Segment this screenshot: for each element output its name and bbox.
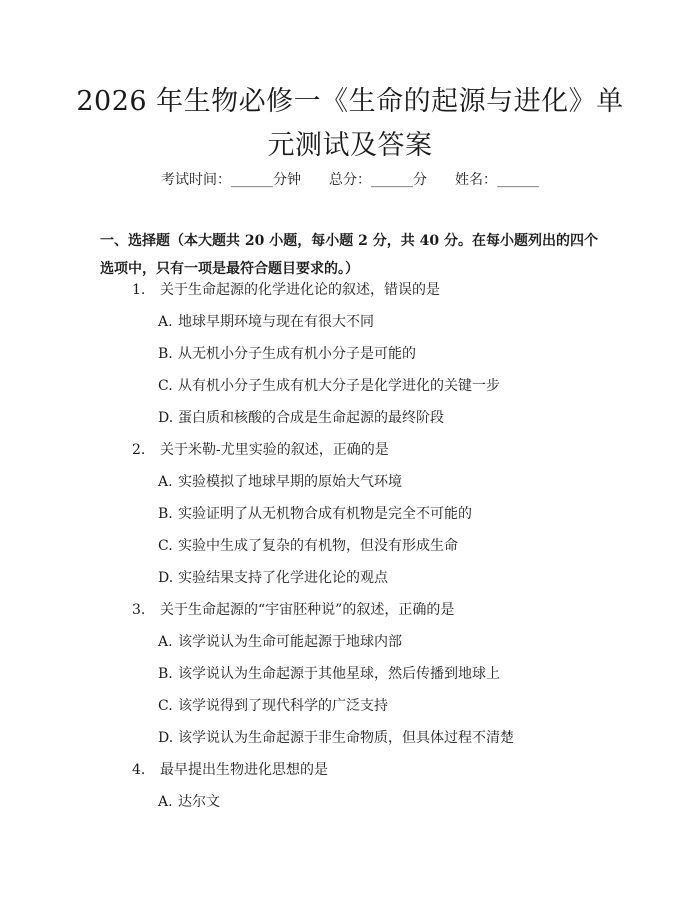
answer-option bbox=[158, 407, 444, 429]
question-number: 2. bbox=[132, 442, 146, 458]
question-stem: 最早提出生物进化思想的是 bbox=[160, 762, 328, 778]
option-letter: D. bbox=[158, 410, 174, 426]
answer-option bbox=[158, 631, 402, 653]
option-letter: C. bbox=[158, 538, 173, 554]
option-text: 实验结果支持了化学进化论的观点 bbox=[178, 570, 388, 586]
total-score-label: 总分：______分 bbox=[329, 172, 427, 188]
question-stem: 关于生命起源的化学进化论的叙述，错误的是 bbox=[160, 282, 440, 298]
question-stem: 关于生命起源的“宇宙胚种说”的叙述，正确的是 bbox=[160, 602, 455, 618]
option-letter: B. bbox=[158, 666, 173, 682]
answer-option bbox=[158, 695, 388, 717]
section-header-multiple-choice: 一、选择题（本大题共 20 小题，每小题 2 分，共 40 分。在每小题列出的四个选项中，只有一项是最符合题目要求的。） bbox=[100, 233, 598, 277]
option-text: 实验中生成了复杂的有机物，但没有形成生命 bbox=[178, 538, 458, 554]
option-letter: D. bbox=[158, 730, 174, 746]
option-letter: A. bbox=[158, 314, 173, 330]
answer-option bbox=[158, 791, 220, 813]
option-letter: A. bbox=[158, 634, 173, 650]
answer-option bbox=[158, 535, 458, 557]
option-letter: D. bbox=[158, 570, 174, 586]
option-text: 地球早期环境与现在有很大不同 bbox=[178, 314, 374, 330]
option-text: 该学说认为生命起源于其他星球，然后传播到地球上 bbox=[178, 666, 500, 682]
document-title-line-2: 元测试及答案 bbox=[267, 130, 433, 161]
answer-option bbox=[158, 567, 388, 589]
option-text: 该学说得到了现代科学的广泛支持 bbox=[178, 698, 388, 714]
option-letter: C. bbox=[158, 378, 173, 394]
option-text: 实验证明了从无机物合成有机物是完全不可能的 bbox=[178, 506, 472, 522]
question-stem: 关于米勒-尤里实验的叙述，正确的是 bbox=[160, 442, 389, 458]
option-text: 该学说认为生命起源于非生命物质，但具体过程不清楚 bbox=[178, 730, 514, 746]
question-number: 4. bbox=[132, 762, 146, 778]
answer-option bbox=[158, 471, 402, 493]
question-number: 3. bbox=[132, 602, 146, 618]
exam-time-label: 考试时间：______分钟 bbox=[161, 172, 301, 188]
answer-option bbox=[158, 311, 374, 333]
answer-option bbox=[158, 343, 416, 365]
option-letter: B. bbox=[158, 506, 173, 522]
option-text: 实验模拟了地球早期的原始大气环境 bbox=[178, 474, 402, 490]
student-name-label: 姓名：______ bbox=[455, 172, 539, 188]
question-number: 1. bbox=[132, 282, 146, 298]
question-item bbox=[132, 599, 454, 621]
option-text: 从有机小分子生成有机大分子是化学进化的关键一步 bbox=[178, 378, 500, 394]
option-text: 从无机小分子生成有机小分子是可能的 bbox=[178, 346, 416, 362]
answer-option bbox=[158, 727, 514, 749]
option-letter: A. bbox=[158, 474, 173, 490]
question-item bbox=[132, 279, 440, 301]
answer-option bbox=[158, 375, 500, 397]
option-letter: B. bbox=[158, 346, 173, 362]
question-item bbox=[132, 759, 328, 781]
document-title-line-1: 2026 年生物必修一《生命的起源与进化》单 bbox=[76, 86, 624, 117]
exam-info-row bbox=[0, 168, 700, 192]
option-text: 蛋白质和核酸的合成是生命起源的最终阶段 bbox=[178, 410, 444, 426]
option-letter: A. bbox=[158, 794, 173, 810]
answer-option bbox=[158, 503, 472, 525]
question-item bbox=[132, 439, 389, 461]
option-text: 达尔文 bbox=[178, 794, 220, 810]
option-text: 该学说认为生命可能起源于地球内部 bbox=[178, 634, 402, 650]
answer-option bbox=[158, 663, 500, 685]
option-letter: C. bbox=[158, 698, 173, 714]
